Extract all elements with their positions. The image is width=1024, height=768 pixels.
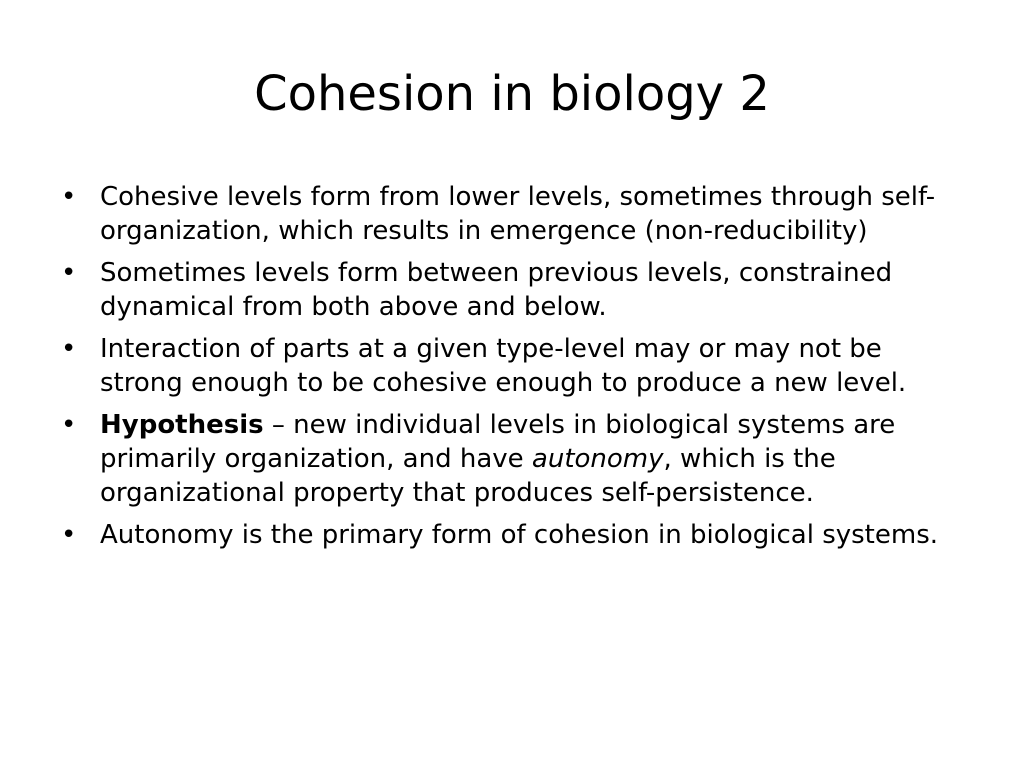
bullet-text: Autonomy is the primary form of cohesion in biological systems. [100,520,939,550]
bullet-text-part: , which is the organizational property that produces self-persistence. [100,444,836,508]
bullet-item-4 [58,408,958,510]
bullet-icon: • [61,334,77,364]
bullet-icon: • [61,520,77,550]
bullet-bold-lead: Hypothesis [100,410,264,440]
bullet-item-5 [58,518,958,552]
bullet-item-1 [58,180,958,248]
bullet-text: Interaction of parts at a given type-level may or may not be strong enough to be cohesive enough to produce a new level. [100,334,907,398]
bullet-icon: • [61,410,77,440]
bullet-text-part: – new individual levels in biological systems are primarily organization, and have [100,410,896,474]
bullet-item-2 [58,256,958,324]
bullet-text: Sometimes levels form between previous levels, constrained dynamical from both above and below. [100,258,893,322]
bullet-italic-term: autonomy [531,444,664,474]
bullet-icon: • [61,258,77,288]
bullet-list [58,180,958,560]
bullet-item-3 [58,332,958,400]
bullet-text: Cohesive levels form from lower levels, sometimes through self-organization, which results in emergence (non-reducibility) [100,182,936,246]
bullet-icon: • [61,182,77,212]
slide-title: Cohesion in biology 2 [254,66,770,122]
